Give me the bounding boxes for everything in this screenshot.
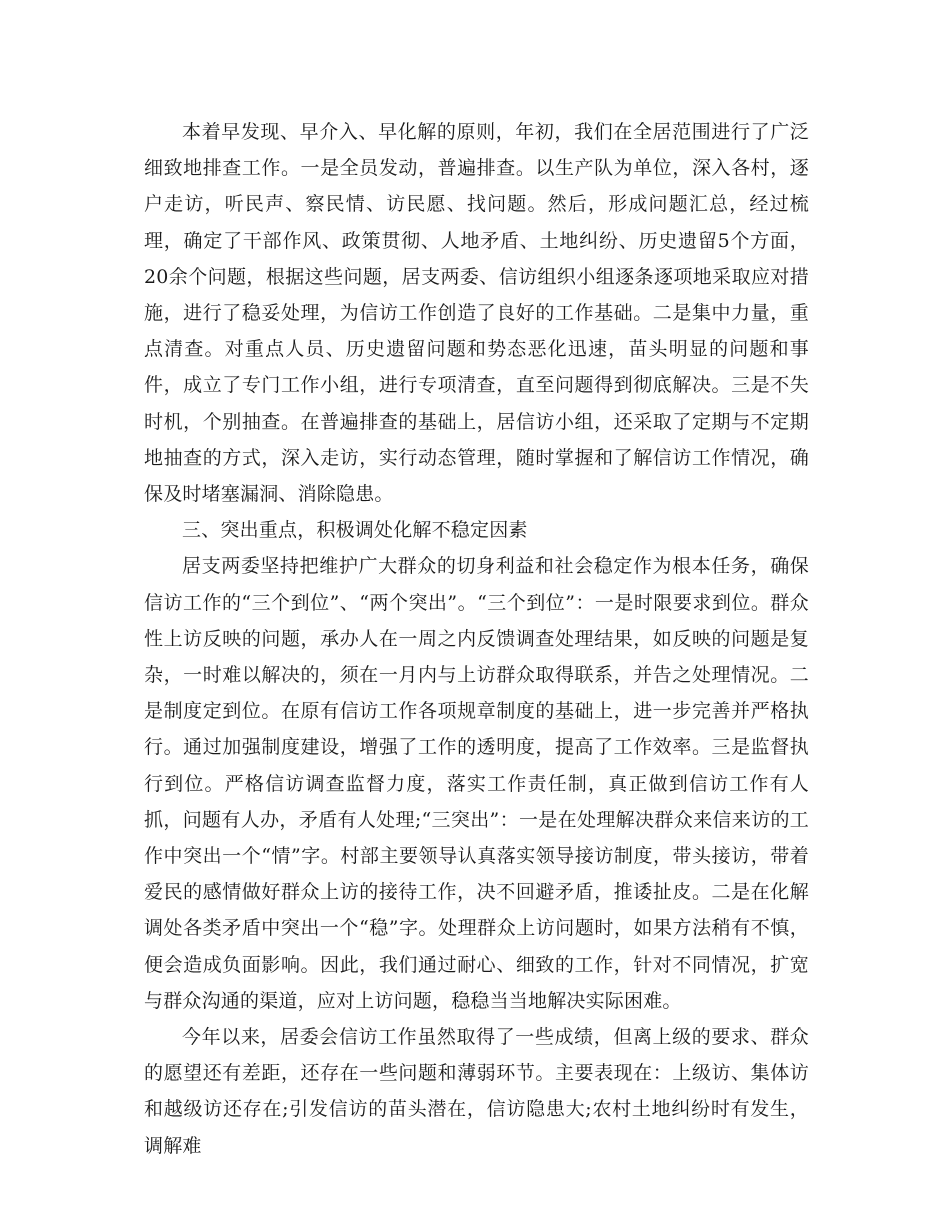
section-heading: 三、突出重点，积极调处化解不稳定因素 xyxy=(182,519,528,542)
paragraph-investigation: 本着早发现、早介入、早化解的原则，年初，我们在全居范围进行了广泛细致地排查工作。一是全员发动，普遍排查。以生产队为单位，深入各村，逐户走访，听民声、察民情、访民愿、找问题。然后，形成问题汇总，经过梳理，确定了干部作风、政策贯彻、人地矛盾、土地纠纷、历史遗留5个方面，20余个问题，根据这些问题，居支两委、信访组织小组逐条逐项地采取应对措施，进行了稳妥处理，为信访工作创造了良好的工作基础。二是集中力量，重点清查。对重点人员、历史遗留问题和势态恶化迅速，苗头明显的问题和事件，成立了专门工作小组，进行专项清查，直至问题得到彻底解决。三是不失时机，个别抽查。在普遍排查的基础上，居信访小组，还采取了定期与不定期地抽查的方式，深入走访，实行动态管理，随时掌握和了解信访工作情况，确保及时堵塞漏洞、消除隐患。 xyxy=(144,121,809,506)
paragraph-problems: 今年以来，居委会信访工作虽然取得了一些成绩，但离上级的要求、群众的愿望还有差距，还存在一些问题和薄弱环节。主要表现在：上级访、集体访和越级访还存在;引发信访的苗头潜在，信访隐患大;农村土地纠纷时有发生，调解难 xyxy=(144,1026,809,1157)
document-body xyxy=(144,114,809,1164)
paragraph-key-points: 居支两委坚持把维护广大群众的切身利益和社会稳定作为根本任务，确保信访工作的“三个到位”、“两个突出”。“三个到位”：一是时限要求到位。群众性上访反映的问题，承办人在一周之内反馈调查处理结果，如反映的问题是复杂，一时难以解决的，须在一月内与上访群众取得联系，并告之处理情况。二是制度定到位。在原有信访工作各项规章制度的基础上，进一步完善并严格执行。通过加强制度建设，增强了工作的透明度，提高了工作效率。三是监督执行到位。严格信访调查监督力度，落实工作责任制，真正做到信访工作有人抓，问题有人办，矛盾有人处理;“三突出”：一是在处理解决群众来信来访的工作中突出一个“情”字。村部主要领导认真落实领导接访制度，带头接访，带着爱民的感情做好群众上访的接待工作，决不回避矛盾，推诿扯皮。二是在化解调处各类矛盾中突出一个“稳”字。处理群众上访问题时，如果方法稍有不慎，便会造成负面影响。因此，我们通过耐心、细致的工作，针对不同情况，扩宽与群众沟通的渠道，应对上访问题，稳稳当当地解决实际困难。 xyxy=(144,555,809,1012)
